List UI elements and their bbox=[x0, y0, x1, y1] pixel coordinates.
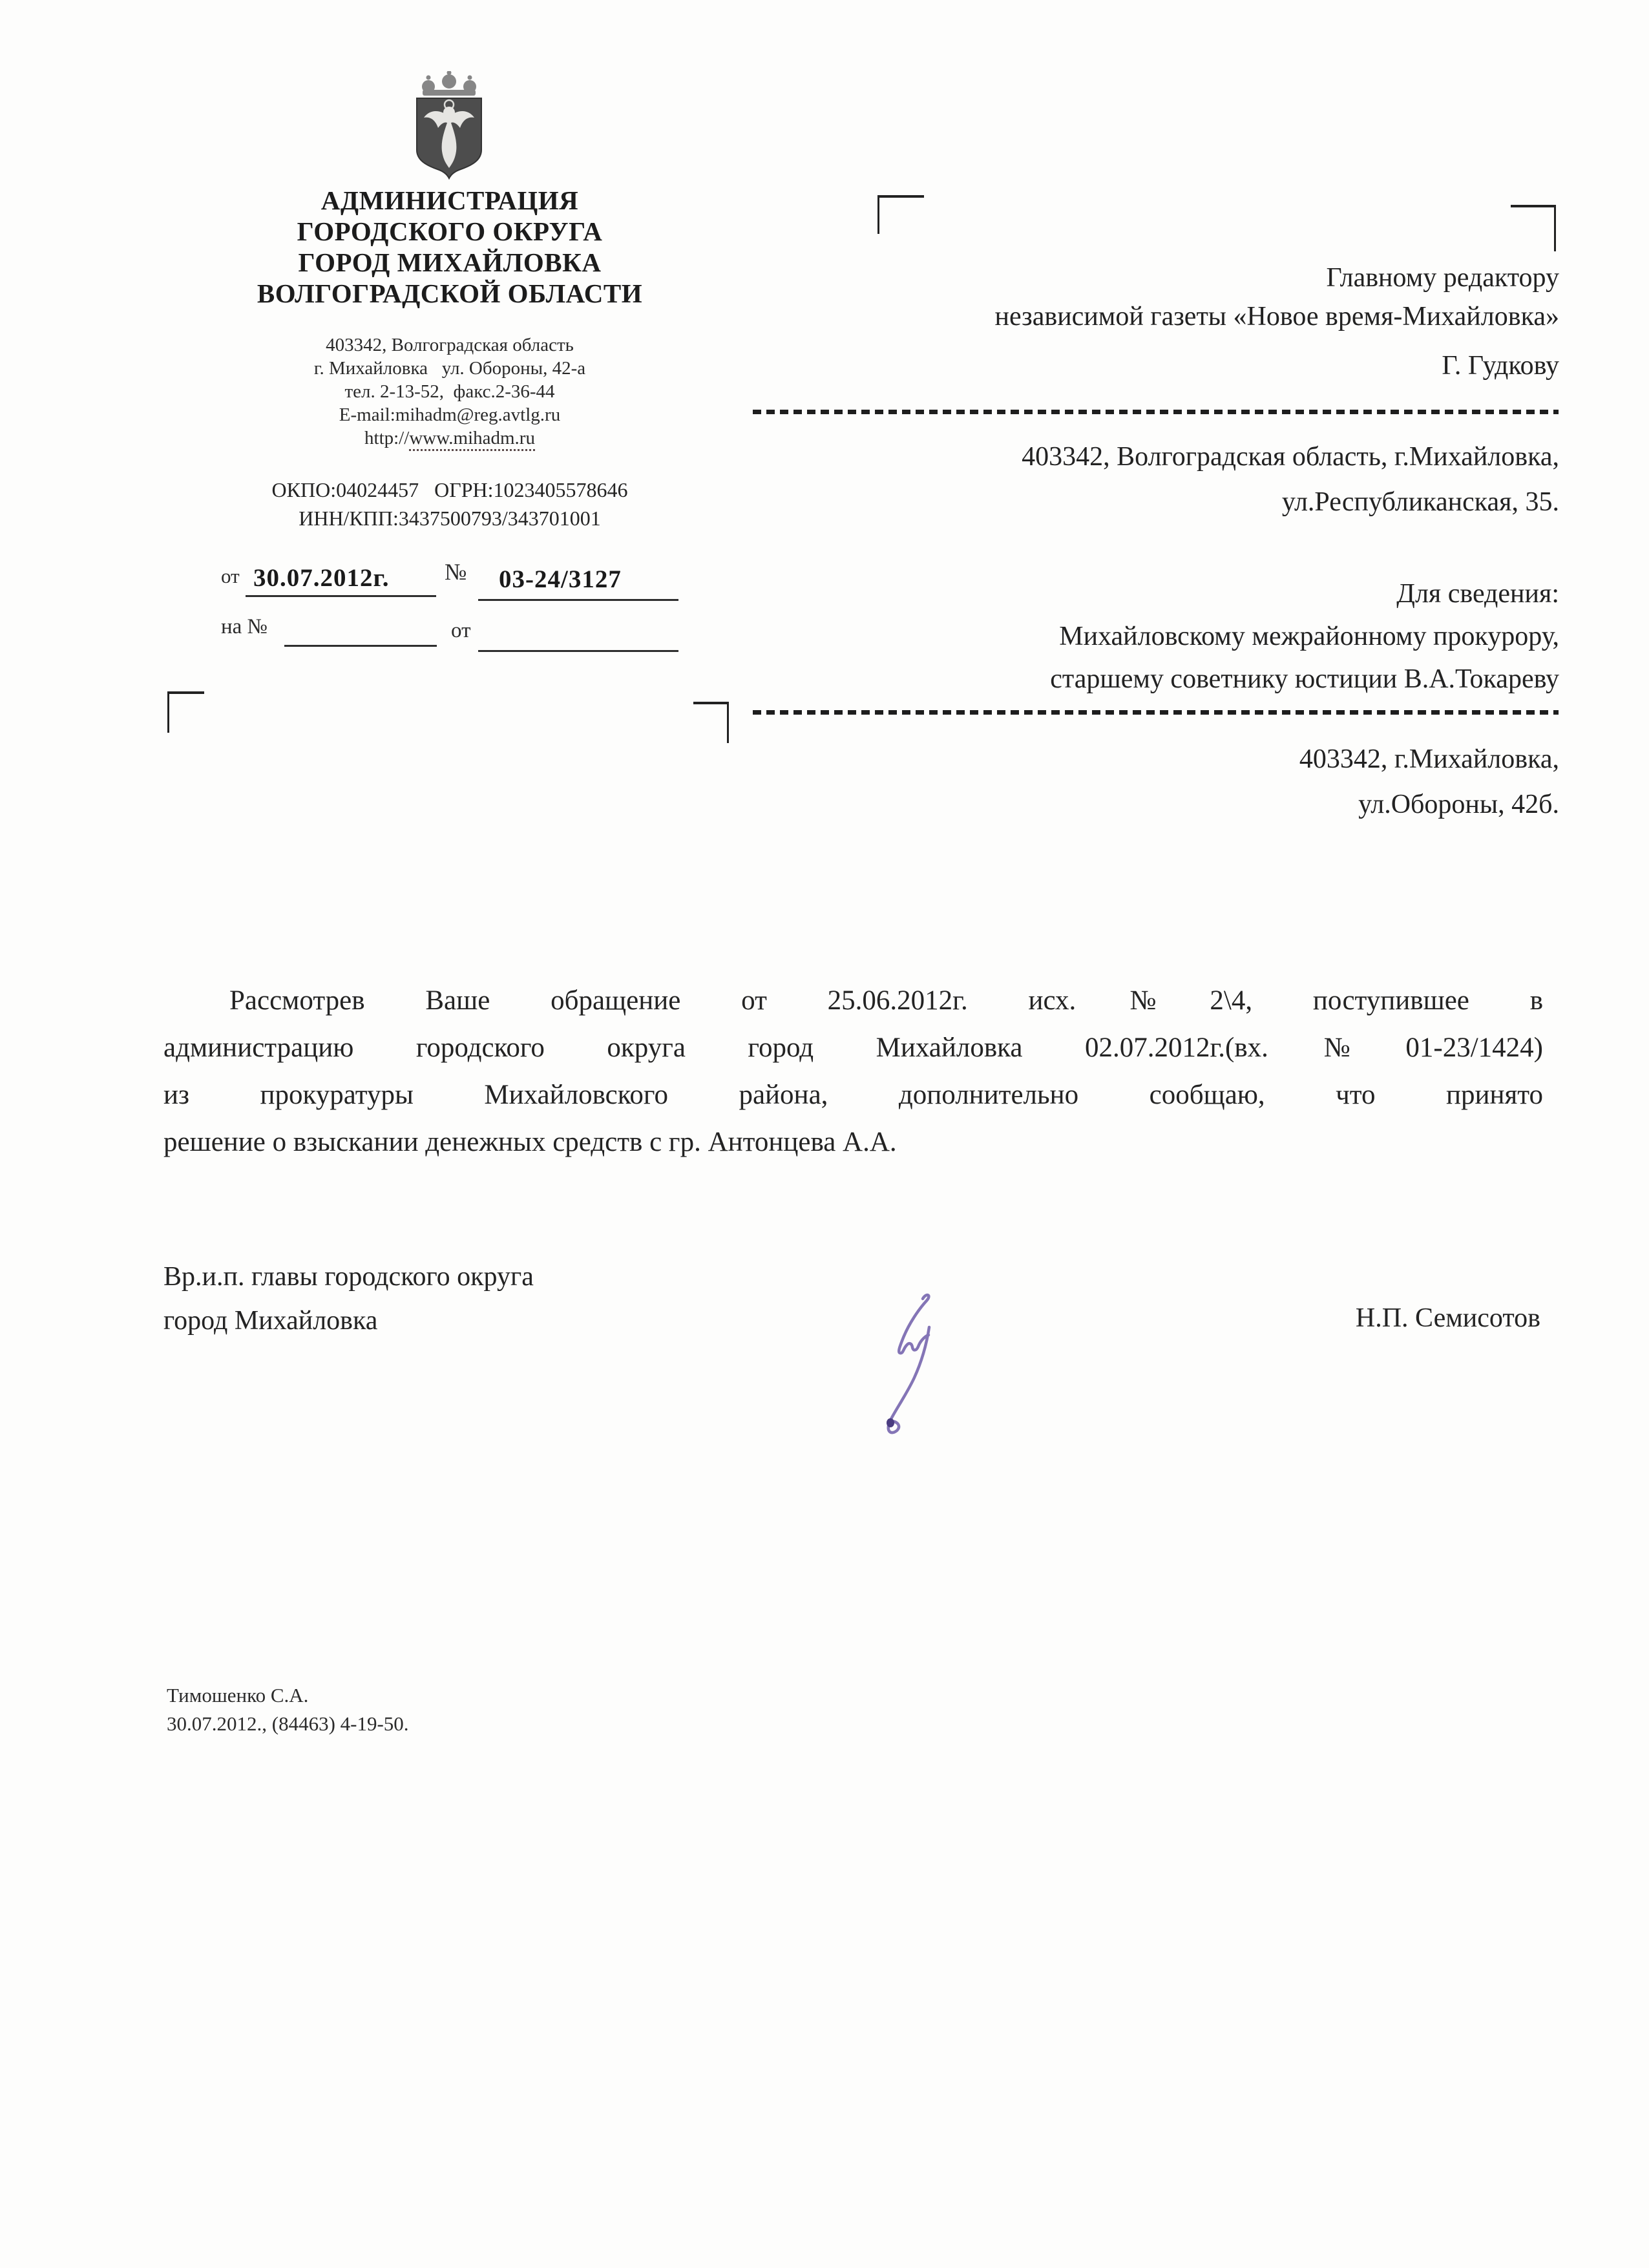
reply-date-label: от bbox=[451, 619, 471, 642]
fyi-line: Михайловскому межрайонному прокурору, bbox=[1059, 622, 1559, 651]
recipient-fyi-address bbox=[748, 737, 1559, 827]
corner-mark-top-left bbox=[877, 195, 924, 234]
reply-to-label: на № bbox=[221, 615, 268, 638]
corner-mark-top-right bbox=[1511, 205, 1556, 251]
org-phone-line: тел. 2-13-52, факс.2-36-44 bbox=[344, 381, 555, 402]
org-name-line: ГОРОДСКОГО ОКРУГА bbox=[297, 216, 603, 246]
body-line: администрацию городского округа город Михайловка 02.07.2012г.(вх.№01-23/1424) bbox=[163, 1033, 1543, 1063]
body-line: решение о взыскании денежных средств с гр. Антонцева А.А. bbox=[163, 1127, 897, 1157]
org-email-line: E-mail:mihadm@reg.avtlg.ru bbox=[339, 404, 561, 425]
signer-title-line: город Михайловка bbox=[163, 1306, 378, 1336]
body-line: из прокуратуры Михайловского района, дополнительно сообщаю, что принято bbox=[163, 1080, 1543, 1110]
letter-body bbox=[163, 977, 1543, 1166]
outgoing-date-value: 30.07.2012г. bbox=[253, 564, 390, 592]
outgoing-date-label: от bbox=[221, 565, 240, 587]
recipient-name: Г. Гудкову bbox=[1442, 351, 1559, 381]
org-name-block bbox=[155, 185, 744, 309]
signer-title-block bbox=[163, 1255, 777, 1343]
recipient-fyi-block bbox=[748, 572, 1559, 700]
signer-title-line: Вр.и.п. главы городского округа bbox=[163, 1262, 534, 1292]
recipient-primary-block bbox=[748, 258, 1559, 385]
coat-of-arms-icon bbox=[399, 71, 499, 182]
recipient-address-line: 403342, Волгоградская область, г.Михайловка, bbox=[1022, 442, 1559, 472]
fyi-address-line: 403342, г.Михайловка, bbox=[1299, 744, 1559, 774]
fyi-heading: Для сведения: bbox=[1396, 579, 1559, 609]
fyi-address-line: ул.Обороны, 42б. bbox=[1358, 790, 1559, 819]
inn-kpp-line: ИНН/КПП:3437500793/343701001 bbox=[299, 507, 601, 530]
executor-block bbox=[167, 1681, 748, 1738]
number-underline bbox=[478, 599, 678, 601]
crown-shape bbox=[422, 71, 476, 96]
dashed-separator bbox=[753, 710, 1559, 715]
website-prefix: http:// bbox=[364, 428, 410, 448]
dashed-separator bbox=[753, 410, 1559, 414]
fyi-line: старшему советнику юстиции В.А.Токареву bbox=[1050, 664, 1559, 694]
outgoing-number-label: № bbox=[445, 559, 467, 585]
corner-mark-bottom-right bbox=[693, 702, 729, 743]
org-name-line: ВОЛГОГРАДСКОЙ ОБЛАСТИ bbox=[257, 278, 643, 308]
recipient-line: Главному редактору bbox=[1326, 263, 1559, 293]
org-codes-block bbox=[155, 476, 744, 532]
executor-date-phone: 30.07.2012., (84463) 4-19-50. bbox=[167, 1712, 409, 1735]
org-name-line: АДМИНИСТРАЦИЯ bbox=[320, 185, 579, 215]
reply-date-underline bbox=[478, 650, 678, 652]
body-line: Рассмотрев Ваше обращение от 25.06.2012г. исх.№2\4, поступившее в bbox=[229, 985, 1543, 1016]
org-name-line: ГОРОД МИХАЙЛОВКА bbox=[298, 247, 602, 277]
date-underline bbox=[246, 595, 436, 597]
recipient-line: независимой газеты «Новое время-Михайловка» bbox=[994, 302, 1559, 331]
recipient-address-line: ул.Республиканская, 35. bbox=[1281, 487, 1559, 517]
executor-name: Тимошенко С.А. bbox=[167, 1684, 309, 1706]
okpo-ogrn-line: ОКПО:04024457 ОГРН:1023405578646 bbox=[271, 478, 628, 501]
org-contact-block bbox=[155, 333, 744, 450]
outgoing-number-value: 03-24/3127 bbox=[499, 565, 622, 593]
org-website-line bbox=[155, 426, 744, 450]
corner-mark-bottom-left bbox=[167, 691, 204, 733]
recipient-primary-address bbox=[748, 434, 1559, 525]
org-address-line: 403342, Волгоградская область bbox=[326, 335, 574, 355]
org-address-line: г. Михайловка ул. Обороны, 42-а bbox=[313, 358, 586, 379]
reply-number-underline bbox=[284, 645, 437, 647]
website-link: www.mihadm.ru bbox=[409, 428, 535, 451]
signer-name: Н.П. Семисотов bbox=[1355, 1303, 1540, 1333]
